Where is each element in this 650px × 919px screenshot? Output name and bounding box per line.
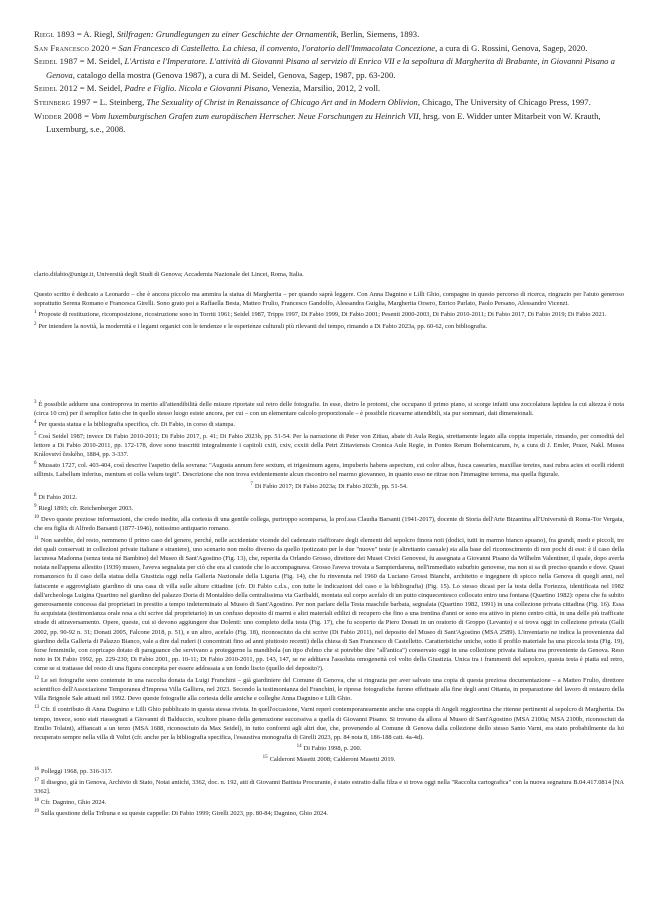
bib-details: , catalogo della mostra (Genova 1987), a cura di M. Seidel, Genova, Sagep, 1987, pp. 63-200. <box>72 69 396 80</box>
bib-author: = <box>109 42 119 53</box>
endnote <box>34 502 624 513</box>
author-affiliation: clario.difabio@unige.it, Università degli Studi di Genova; Accademia Nazionale dei Lincei, Roma, Italia. <box>34 271 304 278</box>
endnote <box>34 703 624 742</box>
endnote <box>34 674 624 704</box>
endnote-number: 8 <box>34 492 37 498</box>
footnote-number: 2 <box>34 321 37 327</box>
endnote-number: 12 <box>34 675 39 681</box>
bib-title: The Sexuality of Christ in Renaissance of Chicago Art and in Modern Oblivion <box>146 96 418 107</box>
endnote-number: 7 <box>250 481 253 487</box>
endnote-number: 11 <box>34 535 39 541</box>
endnote-text: Non sarebbe, del resto, nemmeno il primo caso del genere, perché, nelle accidentate vicende del cadenzato riaffiorare degli elementi del sepolcro finora noti (dodici, tutti in marmo bianco apuano), fra grandi, medi e piccoli, tre dei quali conservati in collezioni private italiane e straniere), uno scenario non molto diverso da quello ipotizzato per le due "nuove" teste (e altrettanto casuale) sta alla base del riconoscimento di non pochi di essi: è il caso della lacunosa Madonna (senza testa né Bambino) del Museo di Sant'Agostino (Fig. 13), che, reperita da Orlando Grosso, direttore dei Musei Civici Genovesi, fu assegnata a Giovanni Pisano da Wilhelm Valentiner, il quale, dopo averla notata nell'appena allestito (1939) museo, l'aveva segnalata per ciò che era al custode che lo accompagnava. Grosso l'aveva trovata a Sampierdarena, nell'immediato suburbio genovese, ma non si sa di preciso quando e dove. Quasi romanzesco fu il caso della statua della Giustizia oggi nella Galleria Nazionale della Liguria (Fig. 14), che fu rinvenuta nel 1960 da Luciano Grossi Bianchi, architetto e ingegnere di spicco nella Genova di quegli anni, nel fatiscente e aggrovigliato giardino di una casa di villa sulle alture cittadine (cfr. Di Fabio c.d.s., con tutte le indicazioni del caso e la bibliografia) (Fig. 15). Lo stesso dicasi per la testa della Fortezza, identificata nel 1982 dall'archeologa Luigina Quartino nel giardino del palazzo Doria di Montaldeo della centralissima via Garibaldi, montata sul corpo acefalo di un putto cinquecentesco collocato entro una fontana (Quartino 1982): opera che fu subito generosamente concessa dai proprietari in prestito a tempo indeterminato al Museo di Sant'Agostino. Per non parlare della Testa maschile barbata, segnalata (Quartino 1982, 1991) in una collezione privata cittadina (Fig. 16). Essa fu acquistata (testimonianza orale resa a chi scrive dal proprietario) in un confuso deposito di marmi e altri materiali edilizi di recupero che fino a una trentina d'anni or sono era attivo in pieno centro città, in una delle più trafficate strade di attraversamento. Opere, queste, cui si devono aggiungere due Dolenti: uno completo della testa (Fig. 17), che fu scoperto da Piero Donati in un oratorio di Groppo (Levanto) e si trova oggi in collezione privata (Galli 2002, pp. 90-92 n. 31; Donati 2005, Falcone 2018, p. 51), e un altro, acefalo (Fig. 18), riconosciuto da chi scrive (Di Fabio 2011), nel deposito del Museo di Sant'Agostino (MSA 2589). L'inventario ne indica la provenienza dal giardino della Galleria di Palazzo Bianco, vale a dire dal ruderi (i concentrati fino ad anni piuttosto recenti) della chiesa di San Francesco di Castelletto. Caratteristiche uniche, sotto il profilo materiale ha una piccola testa (Fig. 19), forse femminile, con copricapo dotato di paraguance che servivano a proteggerne la mandibola (un tipo d'elmo che si potrebbe dire "all'antica") conservato oggi in una collezione privata italiana ma proveniente da Genova. Reso noto in Di Fabio 1992, pp. 229-230; Di Fabio 2001, pp. 10-11; Di Fabio 2010-2011, pp. 143, 147, se ne additava l'assoluta omogeneità col volto della Giustizia. Unica tra i frammenti del sepolcro, questa testa è piatta sul retro, come se si trattasse del resto di una figura concepita per essere addossata a un fondo liscio (quello del deposito?). <box>34 536 624 673</box>
bib-title: Stilfragen: Grundlegungen zu einer Geschichte der Ornamentik <box>116 29 337 39</box>
endnote-number: 6 <box>34 461 37 467</box>
bib-key: San Francesco 2020 <box>34 42 110 53</box>
bib-title: Padre e Figlio. Nicola e Giovanni Pisano <box>124 83 268 94</box>
endnote <box>34 765 624 776</box>
endnote-text: Riegl 1893; cfr. Reichenberger 2003. <box>38 505 134 513</box>
endnote-text: Per questa statua e la bibliografia specifica, cfr. Di Fabio, in corso di stampa. <box>38 421 235 429</box>
endnote-number: 4 <box>34 420 37 426</box>
bib-entry <box>34 28 624 42</box>
bib-key: Steinberg 1997 <box>34 96 91 107</box>
bib-details: , Chicago, The University of Chicago Press, 1997. <box>417 96 591 107</box>
endnote-text: Sulla questione della Tribuna e su queste cappelle: Di Fabio 1999; Girelli 2023, pp. 80-84; Dagnino, Ghio 2024. <box>41 810 329 818</box>
bib-entry <box>34 110 624 137</box>
endnote <box>34 534 624 674</box>
endnote-text: Calderoni Masetti 2008; Calderoni Masetti 2019. <box>269 756 396 764</box>
bib-key: Riegl 1893 <box>34 29 75 39</box>
bib-entry <box>34 96 624 110</box>
endnote <box>34 776 624 796</box>
endnote-number: 16 <box>34 766 39 772</box>
endnote-text: Polleggi 1968, pp. 316-317. <box>41 767 113 775</box>
endnote-number: 18 <box>34 798 39 804</box>
bib-key: Widder 2008 <box>34 110 82 121</box>
endnote-number: 5 <box>34 431 37 437</box>
endnote-text: Devo queste preziose informazioni, che credo inedite, alla cortesia di una gentile collega, purtroppo scomparsa, la prof.ssa Claudia Barsanti (1941-2017), docente di Storia dell'Arte Bizantina all'Università di Roma-Tor Vergata, che era figlia di Alfredo Barsanti (1877-1946), notissimo antiquario romano. <box>34 516 624 533</box>
bib-details: , hrsg. von E. Widder unter Mitarbeit von W. Krauth, Luxemburg, s.e., 2008. <box>46 110 601 135</box>
bib-author: = L. Steinberg, <box>90 96 147 107</box>
bib-details: , Venezia, Marsilio, 2012, 2 voll. <box>267 83 381 94</box>
endnote <box>34 753 624 764</box>
endnote-text: Di Fabio 1998, p. 200. <box>303 745 362 753</box>
bibliography <box>34 28 624 137</box>
endnote-text: È possibile addurre una controprova in merito all'attendibilità delle misure riportate sul retro delle fotografie. In esse, dietro le protomi, che occupano il primo piano, si scorge infatti una zoccolatura lapidea la cui altezza è nota (circa 10 cm) per il semplice fatto che in quello stesso luogo esiste ancora, per cui – con un elementare calcolo proporzionale – è possibile ricavarne attendibili, sia pur sommari, dati dimensionali. <box>34 401 624 418</box>
endnotes <box>34 398 624 819</box>
bib-author: = <box>81 110 92 121</box>
bib-key: Seidel 2012 <box>34 83 78 94</box>
endnote-text: Cfr. il contributo di Anna Dagnino e Lilli Ghio pubblicato in questa stessa rivista. In quell'occasione, Varni reperì contemporaneamente anche una coppia di Angeli reggicortina che ritenne pertinenti al sepolcro di Margherita. Da tempo, invece, sono stati riassegnati a Giovanni di Balduccio, scultore pisano della generazione successiva a quella di Giovanni Pisano. Si trovano da allora al Museo di Sant'Agostino (MSA 2100a; MSA 2100b, riconosciuti da Emilio Tolaini), affiancati a un terzo (MSA 1688, riconosciuto da Max Seidel), in tutto conformi agli altri due, che, provenendo al Comune di Genova dalla collezione dello stesso Santo Varni, era stato probabilmente da lui recuperato sempre nella villa di Voltri (cfr. anche per la bibliografia specifica, l'esaustiva monografia di Girelli 2023, pp. 84 nota 8, 186-188 catt. 4a-4d). <box>34 706 624 741</box>
endnote-text: Di Fabio 2012. <box>38 493 78 501</box>
endnote-text: Di Fabio 2017; Di Fabio 2023a; Di Fabio 2023b, pp. 51-54. <box>254 482 408 490</box>
endnote <box>34 418 624 429</box>
footnote-text: Proposte di restituzione, ricomposizione, ricostruzione sono in Torriti 1961; Seidel 1987, Tripps 1997, Di Fabio 1999, Di Fabio 2001; Pesenti 2000-2003, Di Fabio 2010-2011; Di Fabio 2017, Di Fabio 2019; Di Fabio 2021. <box>38 311 607 319</box>
endnote <box>34 459 624 479</box>
endnote-number: 14 <box>296 744 302 750</box>
bib-details: , a cura di G. Rossini, Genova, Sagep, 2020. <box>435 42 588 53</box>
endnote-number: 9 <box>34 504 37 510</box>
endnote <box>34 398 624 418</box>
endnote <box>34 796 624 807</box>
endnote-number: 10 <box>34 515 39 521</box>
bib-entry <box>34 55 624 82</box>
footnote-text: Per intendere la novità, la modernità e i legami organici con le tendenze e le esperienze culturali più rilevanti del tempo, rimando a Di Fabio 2023a, pp. 60-62, con bibliografia. <box>38 322 488 330</box>
bib-key: Seidel 1987 <box>34 56 78 67</box>
bib-title: L'Artista e l'Imperatore. L'attività di Giovanni Pisano al servizio di Enrico VII e la sepoltura di Margherita di Brabante, in Giovanni Pisano a Genova <box>46 56 615 80</box>
endnote <box>34 742 624 753</box>
bib-entry <box>34 42 624 56</box>
footnote-number: 1 <box>34 310 37 316</box>
endnote <box>34 513 624 533</box>
endnote-number: 13 <box>34 705 39 711</box>
acknowledgement: Questo scritto è dedicato a Leonardo – che è ancora piccolo ma ammira la statua di Margherita – per quando saprà leggere. Con Anna Dagnino e Lilli Ghio, compagne in questo percorso di ricerca, ringrazio per l'aiuto generoso soprattutto Serena Romano e Francesca Girelli. Sono grato poi a Raffaella Besta, Matteo Frulio, Francesco Gandolfo, Alessandra Guiglia, Margherita Orsero, Enrico Parlato, Paolo Persano, Alessandro Vicenzi. <box>34 291 624 308</box>
bib-author: = A. Riegl, <box>74 29 117 39</box>
endnote-text: Cfr. Dagnino, Ghio 2024. <box>41 799 107 807</box>
footnote <box>34 320 624 331</box>
bib-author: = M. Seidel, <box>77 83 125 94</box>
bib-entry <box>34 82 624 96</box>
endnote-number: 15 <box>262 755 268 761</box>
endnote-text: Le sei fotografie sono contenute in una raccolta donata da Luigi Franchini – già giardiniere del Comune di Genova, che si ringrazia per aver salvato una copia di questa preziosa documentazione – a Matteo Frulio, direttore scientifico dell'Associazione Temporanea d'Impresa Villa Galliera, nel 2023. Secondo la testimonianza del Franchini, le riprese fotografiche furono effettuate alla fine degli anni Ottanta, in preparazione del lavoro di restauro della Villa Brignole Sale attuati nel 1992. Devo queste fotografie alla cortesia delle amiche e colleghe Anna Dagnino e Lilli Ghio. <box>34 676 624 703</box>
footnote <box>34 308 624 319</box>
endnote-number: 19 <box>34 809 39 815</box>
bib-details: , Berlin, Siemens, 1893. <box>336 29 420 39</box>
endnote-number: 17 <box>34 777 39 783</box>
endnote-text: Mussato 1727, col. 403-404, così descrive l'aspetto della sovrana: "Augusta annum fere sextum, et trigesimum agens, impuberis habens aspectum, cui color albus, fusca casearies, maxillae teretes, nasi rubra acies et ocelli ridenti sillimis. Labellum inferius, mentum et colla velum tegit". Descrizione che non trova evidentemente alcun riscontro nel marmo giovanneo, in quanto esso ne ritrae non l'immagine terrena, ma quella figurale. <box>34 462 624 479</box>
bib-title: Vom luxemburgischen Grafen zum europäischen Herrscher. Neue Forschungen zu Heinrich VII <box>91 110 419 121</box>
endnote-text: Così Seidel 1987; invece Di Fabio 2010-2011; Di Fabio 2017, p. 41; Di Fabio 2023b, pp. 51-54. Per la narrazione di Peter von Zittau, abate di Aula Regia, strettamente legato alla coppia imperiale, rimando, per comodità del lettore a Di Fabio 2010-2011, pp. 172-178, dove sono trascritti integralmente i capitoli cxiii, cxiv, cxxiii della Petri Zittaviensis Cronica Aule Regie, in Fontes Rerum Bohemicarum, iv, a cura di J. Emler, Praze, Nakl. Musea Království českého, 1884, pp. 3-337. <box>34 432 624 459</box>
bib-author: = M. Seidel, <box>77 56 125 67</box>
endnote <box>34 480 624 491</box>
endnote <box>34 807 624 818</box>
endnote-number: 3 <box>34 400 37 405</box>
endnote <box>34 491 624 502</box>
endnote-text: Il disegno, già in Genova, Archivio di Stato, Notai antichi, 3362, doc. n. 192, atti di Giovanni Battista Procurante, è stato estratto dalla filza e si trova oggi nella "Raccolta cartografica" con la nuova segnatura B.04.417.0814 [NA 3362]. <box>34 778 624 795</box>
endnote <box>34 430 624 460</box>
acknowledgement-block <box>34 290 624 331</box>
bib-title: San Francesco di Castelletto. La chiesa, il convento, l'oratorio dell'Immacolata Concezione <box>118 42 436 53</box>
